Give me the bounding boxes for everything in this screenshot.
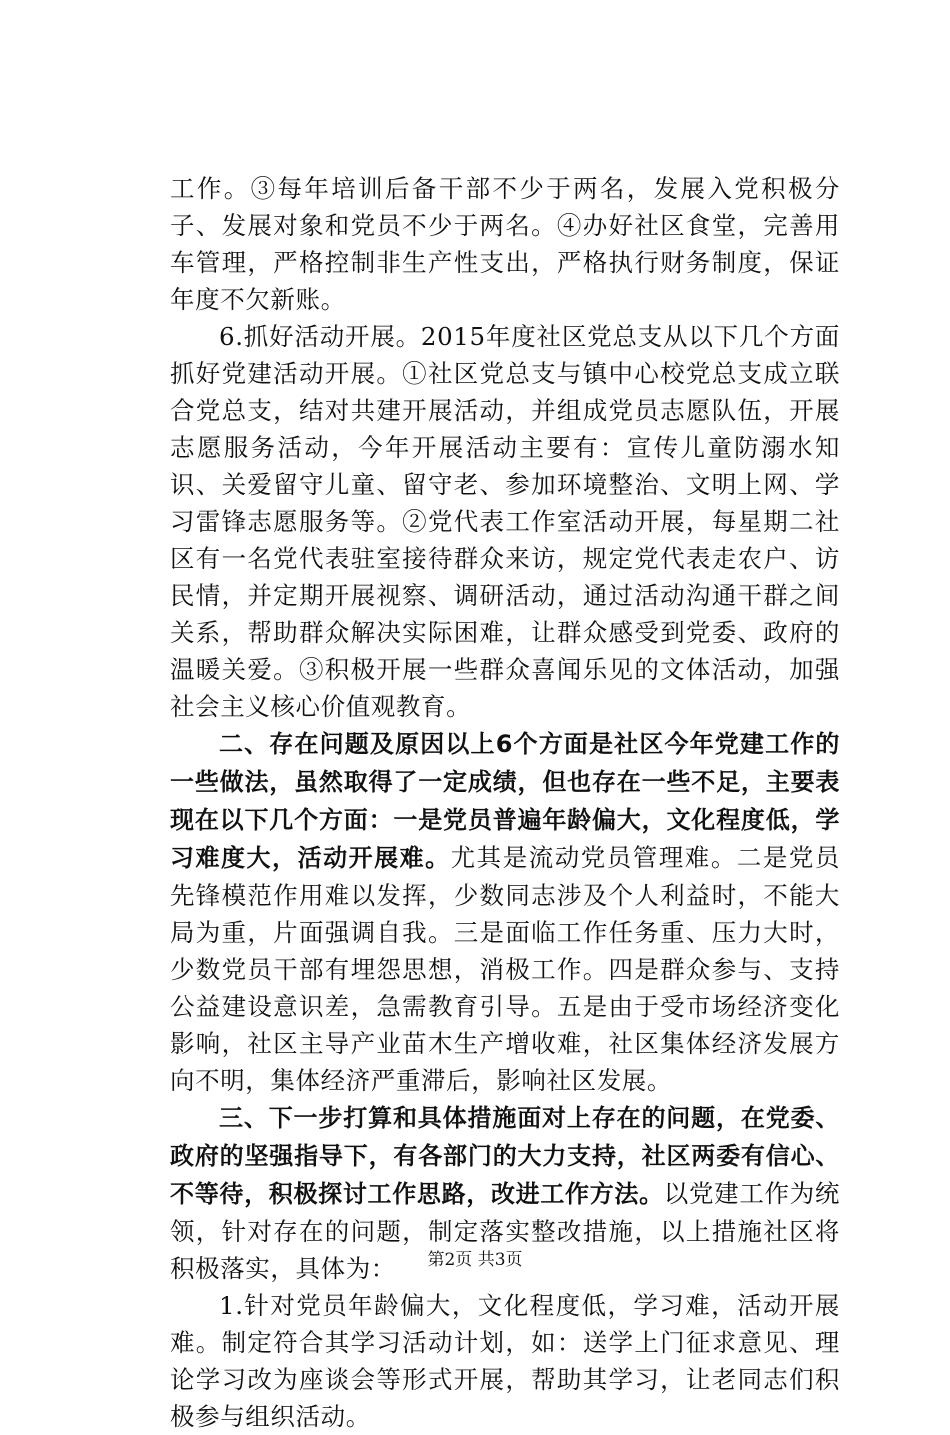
paragraph-problems (170, 725, 840, 1099)
paragraph-measure-1 (170, 1287, 840, 1435)
paragraph-text: 尤其是流动党员管理难。二是党员先锋模范作用难以发挥，少数同志涉及个人利益时，不能大局为重，片面强调自我。三是面临工作任务重、压力大时，少数党员干部有埋怨思想，消极工作。四是群众参与、支持公益建设意识差，急需教育引导。五是由于受市场经济变化影响，社区主导产业苗木生产增收难，社区集体经济发展方向不明，集体经济严重滞后，影响社区发展。 (170, 843, 840, 1095)
paragraph-text: 6.抓好活动开展。2015年度社区党总支从以下几个方面抓好党建活动开展。①社区党总支与镇中心校党总支成立联合党总支，结对共建开展活动，并组成党员志愿队伍，开展志愿服务活动，今年开展活动主要有：宣传儿童防溺水知识、关爱留守儿童、留守老、参加环境整治、文明上网、学习雷锋志愿服务等。②党代表工作室活动开展，每星期二社区有一名党代表驻室接待群众来访，规定党代表走农户、访民情，并定期开展视察、调研活动，通过活动沟通干群之间关系，帮助群众解决实际困难，让群众感受到党委、政府的温暖关爱。③积极开展一些群众喜闻乐见的文体活动，加强社会主义核心价值观教育。 (170, 322, 840, 721)
paragraph-text: 工作。③每年培训后备干部不少于两名，发展入党积极分子、发展对象和党员不少于两名。④办好社区食堂，完善用车管理，严格控制非生产性支出，严格执行财务制度，保证年度不欠新账。 (170, 174, 840, 314)
paragraph-text: 以党建工作为统领，针对存在的问题，制定落实整改措施，以上措施社区将积极落实，具体为： (170, 1179, 840, 1283)
paragraph-activities (170, 318, 840, 725)
page-footer: 第2页 共3页 (427, 1250, 523, 1270)
section-heading-next-steps: 三、下一步打算和具体措施面对上存在的问题，在党委、政府的坚强指导下，有各部门的大力支持，社区两委有信心、不等待，积极探讨工作思路，改进工作方法。 (170, 1104, 840, 1208)
section-heading-problems: 二、存在问题及原因以上6个方面是社区今年党建工作的一些做法，虽然取得了一定成绩，但也存在一些不足，主要表现在以下几个方面：一是党员普遍年龄偏大，文化程度低，学习难度大，活动开展难。 (170, 730, 840, 872)
paragraph-continuation (170, 170, 840, 318)
paragraph-text: 1.针对党员年龄偏大，文化程度低，学习难，活动开展难。制定符合其学习活动计划，如：送学上门征求意见、理论学习改为座谈会等形式开展，帮助其学习，让老同志们积极参与组织活动。 (170, 1291, 840, 1431)
